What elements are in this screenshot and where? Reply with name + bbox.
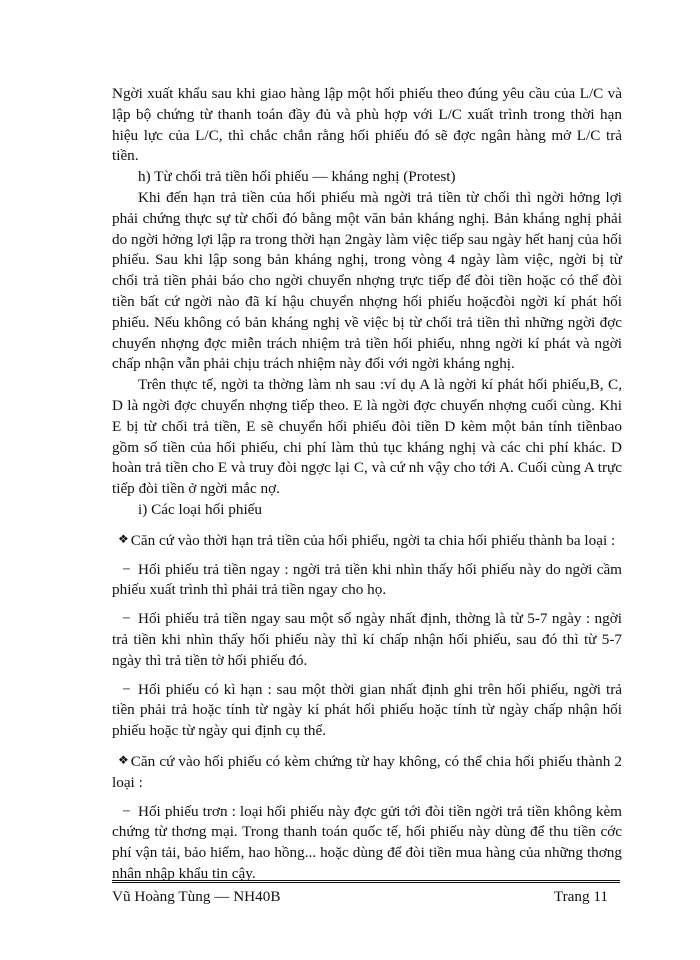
paragraph-protest: Khi đến hạn trả tiền của hối phiếu mà ngời trả tiền từ chối thì ngời hởng lợi phải chứng thực sự từ chối đó bằng một văn bản kháng nghị. Bản kháng nghị phải do ngời hởng lợi lập ra trong thời hạn 2ngày làm việc tiếp sau ngày hết hanj của hối phiếu. Sau khi lập song bản kháng nghị, trong vòng 4 ngày làm việc, ngời bị từ chối trả tiền phải báo cho ngời chuyển nhợng trực tiếp để đòi tiền hoặc có thể đòi tiền bất cứ ngời nào đã kí hậu chuyển nhợng hối phiếu hoặcđòi ngời kí phát hối phiếu. Nếu không có bản kháng nghị về việc bị từ chối trả tiền thì những ngời đợc chuyển nhợng đợc miễn trách nhiệm trả tiền hối phiếu, nhng ngời kí phát và ngời chấp nhận vẫn phải chịu trách nhiệm này đối với ngời kháng nghị.: [112, 188, 622, 373]
four-diamond-bullet-icon: ❖: [118, 531, 129, 546]
dash-icon: −: [122, 802, 131, 820]
four-diamond-bullet-icon: ❖: [118, 752, 129, 767]
dash-icon: −: [122, 610, 131, 628]
bullet-intro-documents: [112, 750, 622, 794]
section-heading-protest: h) Từ chối trả tiền hối phiếu — kháng nghị (Protest): [138, 168, 456, 186]
page-number: Trang 11: [553, 888, 608, 905]
document-body: [112, 84, 622, 885]
footer-divider: [112, 880, 620, 883]
footer-author: Vũ Hoàng Tùng — NH40B: [112, 888, 281, 905]
dash-icon: −: [122, 560, 131, 578]
bullet-intro-text: Căn cứ vào thời hạn trả tiền của hối phiếu, ngời ta chia hối phiếu thành ba loại :: [130, 531, 616, 549]
list-item: − Hối phiếu có kì hạn : sau một thời gian nhất định ghi trên hối phiếu, ngời trả tiền phải trả hoặc tính từ ngày kí phát hối phiếu hoặc tính từ ngày chấp nhận hối phiếu hoặc từ ngày qui định cụ thể.: [112, 680, 622, 740]
paragraph-example: Trên thực tế, ngời ta thờng làm nh sau :ví dụ A là ngời kí phát hối phiếu,B, C, D là ngời đợc chuyển nhợng tiếp theo. E là ngời đợc chuyển nhợng cuối cùng. Khi E bị từ chối trả tiền, E sẽ chuyển hối phiếu đòi tiền D kèm một bản tính tiềnbao gồm số tiền của hối phiếu, chi phí làm thủ tục kháng nghị và các chi phí khác. D hoàn trả tiền cho E và truy đòi ngợc lại C, và cứ nh vậy cho tới A. Cuối cùng A trực tiếp đòi tiền ở ngời mắc nợ.: [112, 376, 622, 498]
bullet-intro-term: [112, 529, 622, 552]
list-item: − Hối phiếu trả tiền ngay sau một số ngày nhất định, thờng là từ 5-7 ngày : ngời trả tiền khi nhìn thấy hối phiếu này thì kí chấp nhận hối phiếu, sau đó thì từ 5-7 ngày thì trả tiền tờ hối phiếu đó.: [112, 610, 622, 669]
list-item: − Hối phiếu trơn : loại hối phiếu này đợc gửi tới đòi tiền ngời trả tiền không kèm chứng từ thơng mại. Trong thanh toán quốc tế, hối phiếu này dùng để thu tiền cớc phí vận tải, bảo hiểm, hao hồng... hoặc dùng để đòi tiền mua hàng của những thơng nhân nhập khẩu tin cậy.: [112, 802, 622, 882]
section-heading-types: i) Các loại hối phiếu: [138, 500, 262, 518]
dash-icon: −: [122, 680, 131, 698]
bullet-intro-text: Căn cứ vào hối phiếu có kèm chứng từ hay không, có thể chia hối phiếu thành 2 loại :: [112, 752, 622, 791]
list-item: − Hối phiếu trả tiền ngay : ngời trả tiền khi nhìn thấy hối phiếu này do ngời cầm phiếu xuất trình thì phải trả tiền ngay cho họ.: [112, 560, 622, 599]
paragraph-intro: Ngời xuất khẩu sau khi giao hàng lập một hối phiếu theo đúng yêu cầu của L/C và lập bộ chứng từ thanh toán đầy đủ và phù hợp với L/C xuất trình trong thời hạn hiệu lực của L/C, thì chắc chắn rằng hối phiếu đó sẽ đợc ngân hàng mở L/C trả tiền.: [112, 85, 622, 165]
